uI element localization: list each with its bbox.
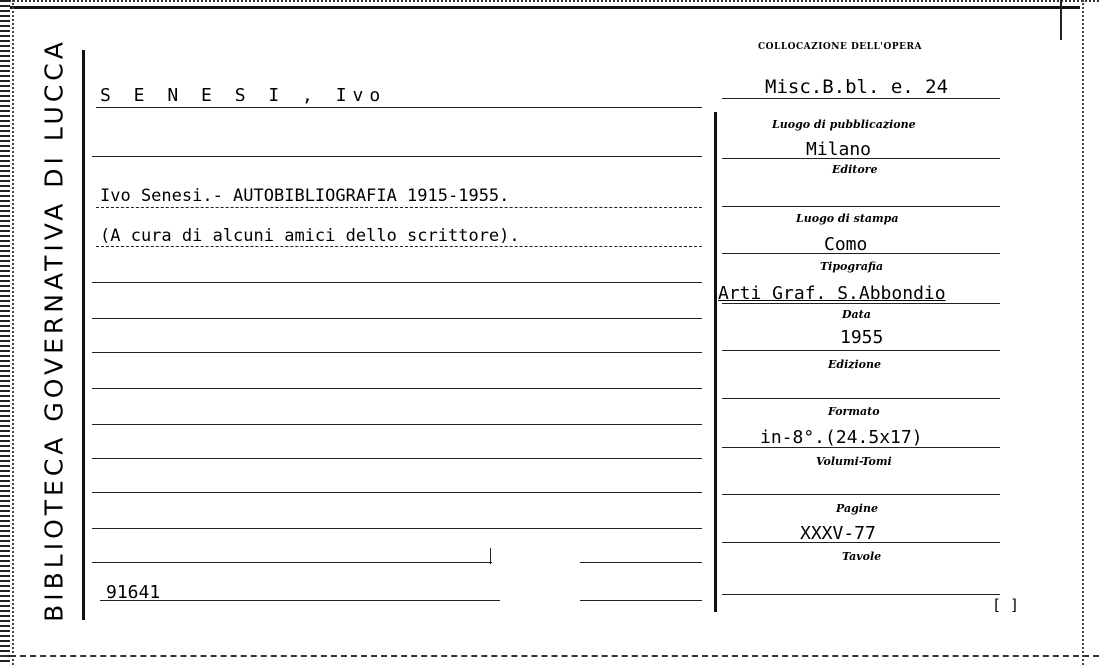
publisher-label: Editore	[832, 163, 878, 176]
card-edge-bottom	[0, 655, 1099, 657]
rule-13a	[92, 562, 492, 563]
rule-1	[96, 107, 702, 108]
card-edge-right	[1082, 0, 1084, 665]
rule-tick	[490, 548, 491, 564]
column-rule	[714, 112, 717, 612]
volumes-label: Volumi-Tomi	[816, 455, 892, 468]
title-line-2: (A cura di alcuni amici dello scrittore).	[100, 226, 520, 246]
publisher-rule	[722, 206, 1000, 207]
rule-8	[92, 388, 702, 389]
place-value: Milano	[806, 139, 872, 160]
card-edge-top-line	[0, 6, 1080, 9]
edition-label: Edizione	[828, 358, 882, 371]
rule-4	[96, 246, 702, 247]
inventory-number: 91641	[106, 582, 161, 603]
pages-rule	[722, 542, 1000, 543]
rule-13b	[580, 562, 702, 563]
place-rule	[722, 158, 1000, 159]
rule-14a	[100, 600, 500, 601]
volumes-rule	[722, 494, 1000, 495]
edition-rule	[722, 398, 1000, 399]
rule-3	[96, 207, 702, 208]
corner-mark: [ ]	[992, 596, 1020, 614]
pages-value: XXXV-77	[800, 523, 876, 544]
printer-rule	[722, 303, 1000, 304]
format-value: in-8°.(24.5x17)	[760, 427, 923, 448]
collocation-label: COLLOCAZIONE DELL'OPERA	[758, 42, 922, 52]
plates-rule	[722, 594, 1000, 595]
place-label: Luogo di pubblicazione	[772, 118, 916, 131]
printer-value: Arti Graf. S.Abbondio	[718, 283, 946, 304]
print-place-value: Como	[824, 234, 868, 255]
print-place-rule	[722, 253, 1000, 254]
rule-11	[92, 492, 702, 493]
margin-rule	[82, 50, 85, 620]
rule-7	[92, 352, 702, 353]
format-label: Formato	[828, 405, 880, 418]
rule-14b	[580, 600, 702, 601]
title-line-1: Ivo Senesi.- AUTOBIBLIOGRAFIA 1915-1955.	[100, 186, 510, 206]
print-place-label: Luogo di stampa	[796, 212, 899, 225]
card-edge-left	[0, 0, 10, 665]
rule-5	[92, 282, 702, 283]
printer-label: Tipografia	[820, 260, 884, 273]
rule-9	[92, 424, 702, 425]
rule-6	[92, 318, 702, 319]
rule-12	[92, 528, 702, 529]
date-label: Data	[842, 308, 871, 321]
date-rule	[722, 350, 1000, 351]
card-edge-left-dots	[12, 0, 18, 665]
plates-label: Tavole	[842, 550, 882, 563]
pages-label: Pagine	[836, 502, 878, 515]
card-edge-top	[0, 0, 1099, 4]
card-edge-right-tick	[1060, 0, 1062, 40]
date-value: 1955	[840, 327, 884, 348]
rule-10	[92, 458, 702, 459]
shelfmark-rule	[722, 98, 1000, 99]
shelfmark: Misc.B.bl. e. 24	[765, 76, 949, 98]
author-heading: S E N E S I , Ivo	[100, 85, 387, 106]
institution-name: BIBLIOTECA GOVERNATIVA DI LUCCA	[39, 38, 69, 622]
rule-2	[92, 156, 702, 157]
format-rule	[722, 447, 1000, 448]
